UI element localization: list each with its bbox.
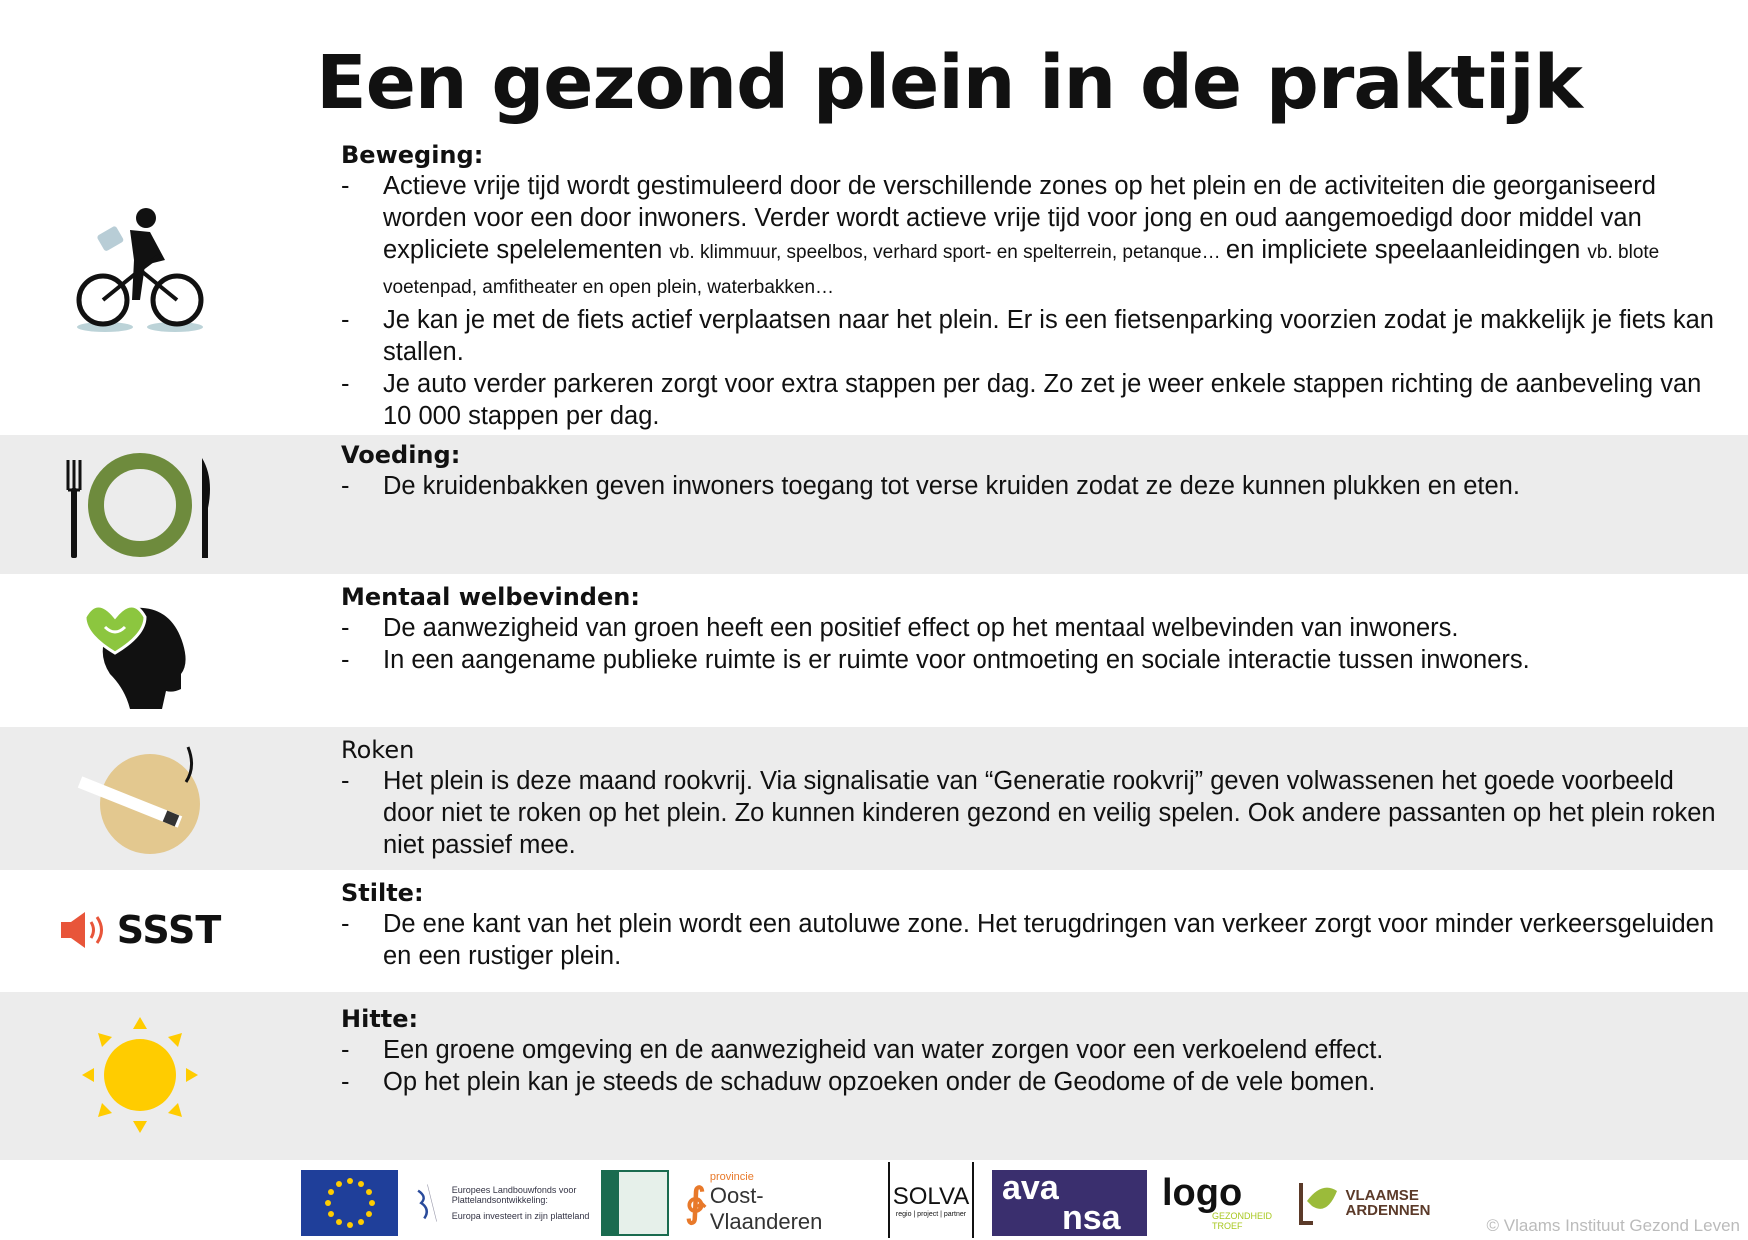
section-hitte [0,992,1748,1160]
section-stilte [0,870,1748,992]
sun-icon [55,1012,225,1137]
copyright: © Vlaams Instituut Gezond Leven [1486,1216,1740,1235]
eu-flag-logo [301,1170,398,1236]
bullet-item: - De kruidenbakken geven inwoners toegang tot verse kruiden zodat ze deze kunnen plukken en eten. [341,470,1728,502]
section-voeding [0,435,1748,574]
section-heading: Hitte: [341,1005,419,1033]
bullet-item: - De aanwezigheid van groen heeft een positief effect op het mentaal welbevinden van inwoners. [341,612,1728,644]
cyclist-icon [55,200,225,340]
speaker-icon [55,900,225,960]
ssst-text: SSST [116,908,222,952]
section-heading: Voeding: [341,441,461,469]
vlaamse-ardennen-logo: VLAAMSE ARDENNEN [1295,1170,1435,1236]
plate-cutlery-icon [55,445,225,565]
solva-logo: SOLVA regio | project | partner [888,1162,974,1238]
bullet-item: - Het plein is deze maand rookvrij. Via signalisatie van “Generatie rookvrij” geven volwassenen het goede voorbeeld door niet te roken op het plein. Zo kunnen kinderen gezond en veilig spelen. Ook andere passanten op het plein roken niet passief mee. [341,765,1728,861]
bullet-item: - De ene kant van het plein wordt een autoluwe zone. Het terugdringen van verkeer zorgt voor minder verkeersgeluiden en een rustiger plein. [341,908,1728,972]
page-title: Een gezond plein in de praktijk [316,40,1582,126]
no-smoking-icon [55,737,225,862]
bullet-item: - Je kan je met de fiets actief verplaatsen naar het plein. Er is een fietsenparking voorzien zodat je makkelijk je fiets kan stallen. [341,304,1728,368]
oost-vlaanderen-logo: ∳ provincie Oost-Vlaanderen [685,1171,823,1234]
bullet-item: - In een aangename publieke ruimte is er ruimte voor ontmoeting en sociale interactie tussen inwoners. [341,644,1728,676]
leader-logo [601,1170,669,1236]
section-heading: Mentaal welbevinden: [341,583,640,611]
bullet-item: - Op het plein kan je steeds de schaduw opzoeken onder de Geodome of de vele bomen. [341,1066,1728,1098]
section-heading: Stilte: [341,879,424,907]
avansa-logo: ava nsa [992,1170,1147,1236]
head-heart-icon [55,589,225,714]
section-heading: Beweging: [341,141,484,169]
bullet-item: - Je auto verder parkeren zorgt voor extra stappen per dag. Zo zet je weer enkele stappen richting de aanbeveling van 10 000 stappen per dag. [341,368,1728,432]
bullet-item: - Actieve vrije tijd wordt gestimuleerd door de verschillende zones op het plein en de activiteiten die georganiseerd worden voor een door inwoners. Verder wordt actieve vrije tijd voor jong en oud aangemoedigd door middel van expliciete spelelementen vb. klimmuur, speelbos, verhard sport- en spelterrein, petanque… en impliciete speelaanleidingen vb. blote voetenpad, amfitheater en open plein, waterbakken… [341,170,1728,304]
section-roken [0,727,1748,870]
footer-logos [0,1160,1748,1240]
bullet-item: - Een groene omgeving en de aanwezigheid van water zorgen voor een verkoelend effect. [341,1034,1728,1066]
section-mentaal [0,574,1748,727]
section-beweging [0,140,1748,435]
section-heading: Roken [341,736,415,764]
logo-gezondheid-logo: logo GEZONDHEID TROEF [1162,1172,1273,1231]
eafrd-logo: Europees Landbouwfonds voor Plattelandsontwikkeling: Europa investeert in zijn platteland [415,1170,590,1236]
